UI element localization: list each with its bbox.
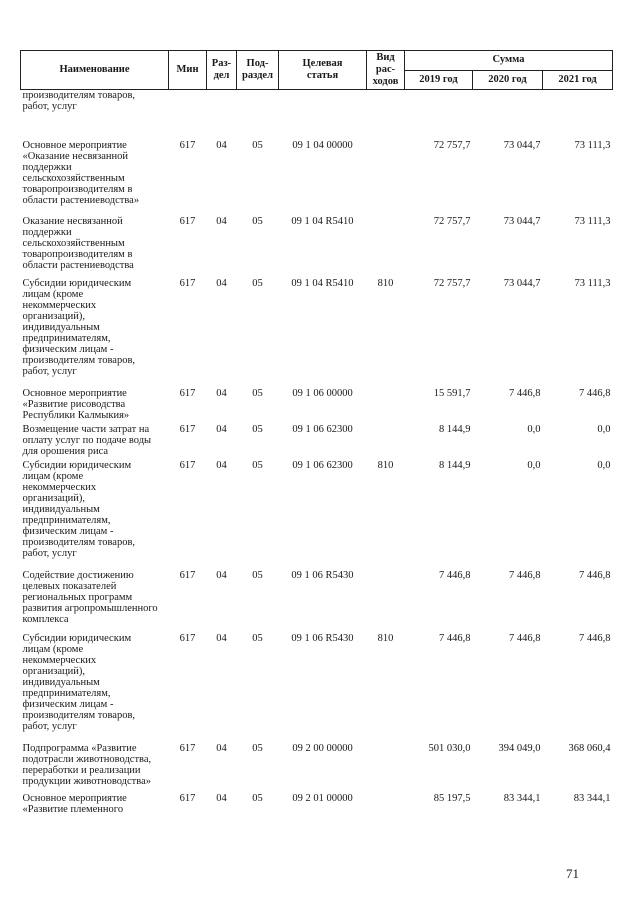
row-podrazdel: 05 [252, 423, 263, 435]
table-row [21, 388, 613, 424]
row-target: 09 1 06 R5430 [291, 569, 354, 581]
row-podrazdel: 05 [252, 387, 263, 399]
row-vid [367, 793, 405, 829]
row-2020: 0,0 [527, 459, 541, 471]
row-2019: 7 446,8 [439, 569, 471, 581]
row-razdel: 04 [216, 742, 227, 754]
row-podrazdel: 05 [252, 632, 263, 644]
row-2021 [543, 90, 613, 140]
row-min: 617 [179, 139, 196, 151]
row-podrazdel: 05 [252, 215, 263, 227]
row-name: Основное мероприятие «Развитие племенного [22, 792, 127, 815]
header-podrazdel: Под- раздел [237, 51, 279, 90]
table-row [21, 793, 613, 829]
page-number: 71 [566, 866, 579, 881]
table-row [21, 216, 613, 278]
header-2019: 2019 год [405, 70, 473, 90]
row-target [279, 90, 367, 140]
table-row [21, 424, 613, 460]
row-podrazdel: 05 [252, 742, 263, 754]
header-2021: 2021 год [543, 70, 613, 90]
row-2021: 7 446,8 [579, 632, 611, 644]
row-target: 09 1 04 R5410 [291, 215, 354, 227]
row-podrazdel: 05 [252, 277, 263, 289]
row-vid: 810 [377, 459, 394, 471]
row-2019: 501 030,0 [428, 742, 471, 754]
table-row [21, 278, 613, 388]
row-2019: 72 757,7 [433, 277, 471, 289]
row-razdel [207, 90, 237, 140]
table-row [21, 90, 613, 140]
row-name: Основное мероприятие «Развитие рисоводства Республики Калмыкия» [22, 387, 130, 421]
row-target: 09 1 06 00000 [292, 387, 353, 399]
row-target: 09 1 06 62300 [292, 423, 353, 435]
header-name: Наименование [21, 51, 169, 90]
row-vid [367, 388, 405, 424]
row-razdel: 04 [216, 632, 227, 644]
row-name: Субсидии юридическим лицам (кроме некоммерческих организаций), индивидуальным предпринимателям, физическим лицам - производителям товаров, работ, услуг [22, 459, 136, 559]
row-target: 09 1 04 00000 [292, 139, 353, 151]
row-2021: 7 446,8 [579, 387, 611, 399]
row-min: 617 [179, 277, 196, 289]
table-row [21, 743, 613, 793]
row-2020: 0,0 [527, 423, 541, 435]
row-min: 617 [179, 387, 196, 399]
row-podrazdel: 05 [252, 792, 263, 804]
row-2021: 73 111,3 [574, 215, 611, 227]
row-target: 09 2 01 00000 [292, 792, 353, 804]
row-vid [367, 90, 405, 140]
row-podrazdel [237, 90, 279, 140]
row-2020: 394 049,0 [498, 742, 541, 754]
row-razdel: 04 [216, 215, 227, 227]
row-vid [367, 570, 405, 633]
row-name: Субсидии юридическим лицам (кроме некоммерческих организаций), индивидуальным предпринимателям, физическим лицам - производителям товаров, работ, услуг [22, 277, 136, 377]
row-2020 [473, 90, 543, 140]
row-podrazdel: 05 [252, 139, 263, 151]
table-row [21, 460, 613, 570]
row-razdel: 04 [216, 792, 227, 804]
table-header [21, 51, 613, 90]
row-2019: 15 591,7 [433, 387, 471, 399]
row-2019: 8 144,9 [439, 423, 471, 435]
header-razdel: Раз- дел [207, 51, 237, 90]
row-razdel: 04 [216, 569, 227, 581]
row-razdel: 04 [216, 139, 227, 151]
row-target: 09 1 06 R5430 [291, 632, 354, 644]
row-vid: 810 [377, 632, 394, 644]
row-vid [367, 216, 405, 278]
row-vid [367, 140, 405, 216]
row-2020: 7 446,8 [509, 569, 541, 581]
row-razdel: 04 [216, 387, 227, 399]
table-body [21, 90, 613, 829]
row-vid [367, 424, 405, 460]
row-min: 617 [179, 742, 196, 754]
row-name: Субсидии юридическим лицам (кроме некоммерческих организаций), индивидуальным предпринимателям, физическим лицам - производителям товаров, работ, услуг [22, 632, 136, 732]
row-min [169, 90, 207, 140]
row-min: 617 [179, 569, 196, 581]
row-2021: 0,0 [597, 423, 611, 435]
row-vid [367, 743, 405, 793]
row-target: 09 1 04 R5410 [291, 277, 354, 289]
header-min: Мин [169, 51, 207, 90]
header-target: Целевая статья [279, 51, 367, 90]
row-min: 617 [179, 459, 196, 471]
row-name: Оказание несвязанной поддержки сельскохозяйственным товаропроизводителям в области растениеводства [22, 215, 134, 271]
row-target: 09 1 06 62300 [292, 459, 353, 471]
row-2019: 72 757,7 [433, 139, 471, 151]
row-min: 617 [179, 215, 196, 227]
row-2020: 73 044,7 [503, 277, 541, 289]
row-2019: 85 197,5 [433, 792, 471, 804]
row-2021: 73 111,3 [574, 277, 611, 289]
row-2019: 8 144,9 [439, 459, 471, 471]
row-min: 617 [179, 423, 196, 435]
row-min: 617 [179, 632, 196, 644]
row-2020: 73 044,7 [503, 139, 541, 151]
row-2021: 83 344,1 [573, 792, 611, 804]
row-name: Содействие достижению целевых показателей региональных программ развития агропромышленного комплекса [22, 569, 158, 625]
row-vid: 810 [377, 277, 394, 289]
row-2021: 368 060,4 [568, 742, 611, 754]
row-podrazdel: 05 [252, 459, 263, 471]
row-2019: 72 757,7 [433, 215, 471, 227]
row-name: Возмещение части затрат на оплату услуг по подаче воды для орошения риса [22, 423, 152, 457]
row-name: Основное мероприятие «Оказание несвязанной поддержки сельскохозяйственным товаропроизводителям в области растениеводства» [22, 139, 140, 206]
row-target: 09 2 00 00000 [292, 742, 353, 754]
table-row [21, 140, 613, 216]
row-name: производителям товаров, работ, услуг [22, 90, 136, 112]
row-2020: 83 344,1 [503, 792, 541, 804]
row-podrazdel: 05 [252, 569, 263, 581]
row-2021: 7 446,8 [579, 569, 611, 581]
row-min: 617 [179, 792, 196, 804]
row-2021: 0,0 [597, 459, 611, 471]
row-2020: 7 446,8 [509, 387, 541, 399]
row-2021: 73 111,3 [574, 139, 611, 151]
row-2020: 73 044,7 [503, 215, 541, 227]
table-row [21, 633, 613, 743]
header-sum: Сумма [405, 51, 613, 71]
budget-table [20, 50, 613, 829]
table-row [21, 570, 613, 633]
row-razdel: 04 [216, 459, 227, 471]
row-2019: 7 446,8 [439, 632, 471, 644]
row-razdel: 04 [216, 423, 227, 435]
row-2020: 7 446,8 [509, 632, 541, 644]
row-name: Подпрограмма «Развитие подотрасли животноводства, переработки и реализации продукции животноводства» [22, 742, 152, 787]
header-vid: Вид рас- ходов [367, 51, 405, 90]
row-razdel: 04 [216, 277, 227, 289]
row-2019 [405, 90, 473, 140]
header-2020: 2020 год [473, 70, 543, 90]
